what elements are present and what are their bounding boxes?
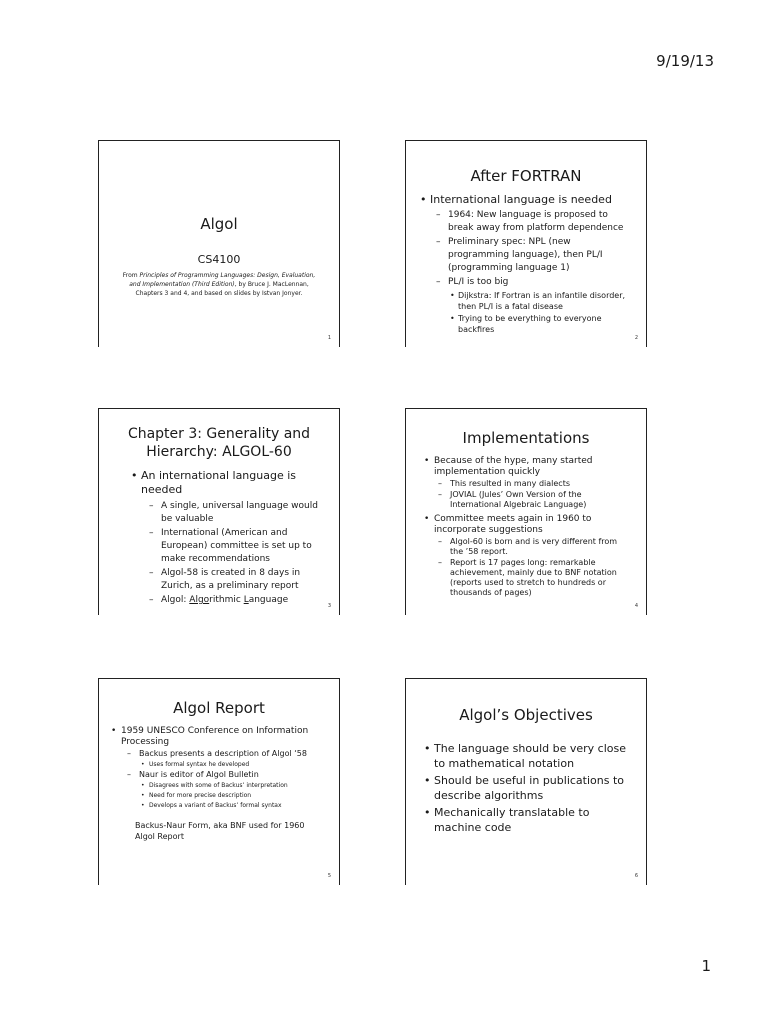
credit-book: Principles of Programming Languages: Design, Evaluation, and Implementation (Third Edition) — [129, 272, 316, 288]
sub-bullet — [127, 770, 325, 810]
slide-title: Chapter 3: Generality and Hierarchy: ALGOL-60 — [127, 426, 311, 460]
slide-credit — [121, 271, 317, 298]
slide-title: Algol’s Objectives — [459, 706, 593, 724]
sub-bullet-text: Backus presents a description of Algol ‘58 — [139, 749, 307, 758]
sub-sub-bullet-list — [141, 781, 325, 810]
bullet-text: An international language is needed — [141, 469, 297, 496]
slide-number: 1 — [327, 335, 331, 341]
sub-sub-bullet: • Disagrees with some of Backus’ interpretation — [141, 781, 325, 790]
bullet-list — [109, 726, 325, 810]
sub-bullet-text: PL/I is too big — [448, 277, 509, 287]
bullet — [422, 514, 632, 598]
slide-3 — [98, 408, 340, 615]
slide-number: 6 — [634, 873, 638, 879]
sub-bullet: – Algol-58 is created in 8 days in Zurich, as a preliminary report — [149, 567, 327, 593]
bullet-text: International language is needed — [430, 193, 612, 206]
slide-number: 4 — [634, 603, 638, 609]
slide-title: After FORTRAN — [470, 167, 582, 185]
sub-sub-bullet: • Develops a variant of Backus’ formal syntax — [141, 801, 325, 810]
bullet: • Mechanically translatable to machine code — [422, 805, 630, 835]
sub-sub-bullet: • Trying to be everything to everyone backfires — [450, 313, 634, 335]
bullet: • Should be useful in publications to describe algorithms — [422, 773, 630, 803]
slide-6 — [405, 678, 647, 885]
sub-bullet: – Algol-60 is born and is very different from the ’58 report. — [438, 537, 632, 557]
algol-rest: anguage — [248, 595, 289, 605]
algol-underlined-1: Algo — [189, 595, 210, 605]
sub-bullet: – JOVIAL (Jules’ Own Version of the International Algebraic Language) — [438, 490, 632, 510]
slide-title: Algol — [200, 215, 238, 233]
slide-title: Algol Report — [173, 699, 265, 717]
slide-4 — [405, 408, 647, 615]
credit-prefix: From — [122, 272, 140, 279]
sub-sub-bullet: • Need for more precise description — [141, 791, 325, 800]
bullet-list — [422, 741, 630, 835]
sub-bullet — [149, 594, 327, 607]
slide-number: 5 — [327, 873, 331, 879]
algol-underlined-2: L — [243, 595, 249, 605]
print-date: 9/19/13 — [656, 52, 714, 70]
bullet: • The language should be very close to mathematical notation — [422, 741, 630, 771]
sub-bullet-list — [436, 209, 634, 335]
slide-1 — [98, 140, 340, 347]
sub-sub-bullet-list — [450, 290, 634, 335]
sub-bullet — [127, 749, 325, 769]
slide-2 — [405, 140, 647, 347]
bullet-text: 1959 UNESCO Conference on Information Processing — [121, 726, 309, 747]
algol-prefix: Algol: — [161, 595, 190, 605]
slide-title: Implementations — [462, 429, 590, 447]
sub-bullet: – International (American and European) committee is set up to make recommendations — [149, 527, 327, 566]
bullet — [129, 469, 327, 607]
bullet-list — [422, 456, 632, 598]
algol-mid: rithmic — [209, 595, 244, 605]
bullet-text: Committee meets again in 1960 to incorporate suggestions — [434, 514, 592, 535]
sub-bullet: – A single, universal language would be valuable — [149, 500, 327, 526]
sub-bullet: – 1964: New language is proposed to break away from platform dependence — [436, 209, 634, 235]
sub-bullet-list — [127, 749, 325, 810]
sub-bullet — [436, 276, 634, 335]
bullet-list — [418, 193, 634, 335]
slide-number: 2 — [634, 335, 638, 341]
credit-rest: , by Bruce J. MacLennan, Chapters 3 and 4, and based on slides by Istvan Jonyer. — [135, 281, 309, 297]
bullet — [109, 726, 325, 810]
bullet-text: Because of the hype, many started implementation quickly — [434, 456, 593, 477]
sub-bullet: – This resulted in many dialects — [438, 479, 632, 489]
sub-sub-bullet: • Dijkstra: If Fortran is an infantile disorder, then PL/I is a fatal disease — [450, 290, 634, 312]
sub-bullet-list — [149, 500, 327, 607]
sub-sub-bullet-list — [141, 760, 325, 769]
sub-bullet-list — [438, 537, 632, 598]
slide-subtitle: CS4100 — [197, 253, 241, 266]
bullet-list — [129, 469, 327, 607]
bullet — [422, 456, 632, 510]
bullet — [418, 193, 634, 335]
page-number: 1 — [701, 957, 711, 975]
sub-sub-bullet: • Uses formal syntax he developed — [141, 760, 325, 769]
sub-bullet-list — [438, 479, 632, 510]
sub-bullet-text: Naur is editor of Algol Bulletin — [139, 770, 259, 779]
sub-bullet: – Report is 17 pages long: remarkable achievement, mainly due to BNF notation (reports used to stretch to hundreds or thousands of pages) — [438, 558, 632, 598]
sub-bullet: – Preliminary spec: NPL (new programming language), then PL/I (programming language 1) — [436, 236, 634, 275]
slide-number: 3 — [327, 603, 331, 609]
slide-5 — [98, 678, 340, 885]
bnf-note: Backus-Naur Form, aka BNF used for 1960 Algol Report — [135, 821, 305, 841]
